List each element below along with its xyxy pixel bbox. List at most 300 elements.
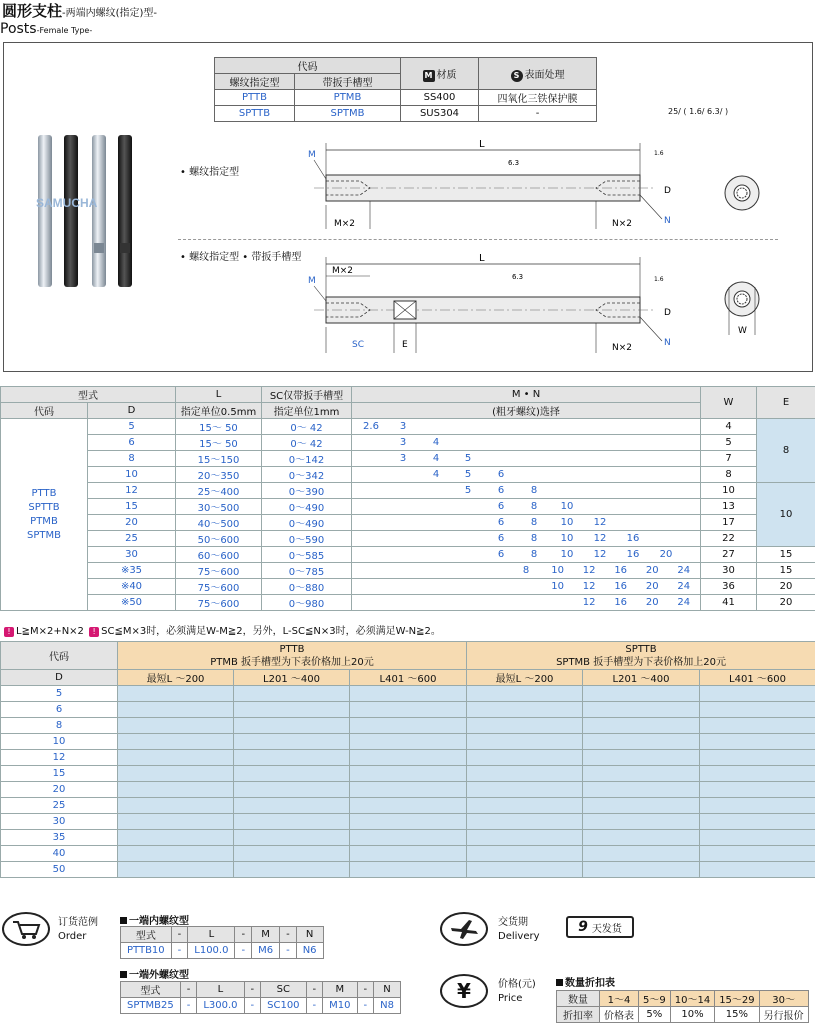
order-label: 订货范例 Order xyxy=(58,917,98,942)
price-D-cell: 30 xyxy=(1,814,118,830)
order-value-cell: - xyxy=(280,943,297,959)
order-header-cell: M xyxy=(252,927,280,943)
table-row xyxy=(1,451,815,467)
code-value: SPTMB xyxy=(27,529,61,541)
rate-cell: 价格表 xyxy=(600,1007,639,1023)
L-cell: 40～500 xyxy=(176,515,262,531)
price-header-D: D xyxy=(1,670,118,686)
MN-cell xyxy=(352,435,701,451)
price-D-cell: 50 xyxy=(1,862,118,878)
order-value-cell: SC100 xyxy=(261,998,306,1014)
price-cell xyxy=(118,830,234,846)
SC-cell: 0～585 xyxy=(262,547,352,563)
order-header-cell: L xyxy=(188,927,235,943)
SC-cell: 0～390 xyxy=(262,483,352,499)
order-header-cell: 型式 xyxy=(121,927,172,943)
label-Mx2: M×2 xyxy=(334,219,356,229)
MN-cell xyxy=(352,451,701,467)
divider xyxy=(178,239,778,240)
price-cell xyxy=(234,862,350,878)
price-cell xyxy=(583,846,700,862)
surface-icon: S xyxy=(511,70,523,82)
price-cell xyxy=(700,830,815,846)
L-cell: 75～600 xyxy=(176,595,262,611)
price-cell xyxy=(234,814,350,830)
price-cell xyxy=(234,830,350,846)
code-cell xyxy=(1,419,88,611)
SC-cell: 0～ 42 xyxy=(262,419,352,435)
MN-value: 5 xyxy=(464,453,472,464)
order-header-cell: - xyxy=(235,927,252,943)
order-header-cell: SC xyxy=(261,982,306,998)
E-cell: 15 xyxy=(757,563,815,579)
label-N: N xyxy=(664,338,671,348)
MN-value: 2.6 xyxy=(363,421,379,432)
watermark: SAMUCHA xyxy=(36,196,98,210)
MN-value: 16 xyxy=(626,533,640,544)
price-D-cell: 15 xyxy=(1,766,118,782)
price-rows xyxy=(1,686,815,878)
price-cell xyxy=(350,734,467,750)
price-cell xyxy=(583,798,700,814)
label-M: M xyxy=(308,276,316,286)
price-cell xyxy=(583,814,700,830)
end-view-2 xyxy=(720,277,770,341)
end-bore xyxy=(734,185,750,201)
MN-value: 16 xyxy=(614,597,628,608)
price-cell xyxy=(234,846,350,862)
MN-cell xyxy=(352,499,701,515)
table-row xyxy=(1,750,815,766)
price-cell xyxy=(583,750,700,766)
SC-cell: 0～490 xyxy=(262,499,352,515)
label-SC: SC xyxy=(352,340,364,350)
note-mark-icon: ! xyxy=(4,627,14,637)
D-cell: 30 xyxy=(88,547,176,563)
price-cell xyxy=(583,830,700,846)
spec-table xyxy=(214,57,597,122)
price-cell xyxy=(700,750,815,766)
order-header-cell: M xyxy=(323,982,357,998)
order-value-cell: - xyxy=(235,943,252,959)
W-cell: 36 xyxy=(701,579,757,595)
L-cell: 50～600 xyxy=(176,531,262,547)
spec-wrench-header: 带扳手槽型 xyxy=(295,74,401,90)
qty-cell: 30～ xyxy=(759,991,808,1007)
price-cell xyxy=(350,798,467,814)
price-D-cell: 12 xyxy=(1,750,118,766)
order-header-cell: - xyxy=(180,982,197,998)
label-N: N xyxy=(664,216,671,226)
order-header-cell: N xyxy=(296,927,323,943)
spec-row: SPTTB SPTMB SUS304 - xyxy=(215,106,597,122)
price-cell xyxy=(350,846,467,862)
cart-icon xyxy=(2,912,50,946)
MN-value: 10 xyxy=(560,501,574,512)
header-L: L xyxy=(176,387,262,403)
W-cell: 8 xyxy=(701,467,757,483)
discount-title: 数量折扣表 xyxy=(556,974,615,989)
D-cell: 8 xyxy=(88,451,176,467)
MN-cell xyxy=(352,563,701,579)
order-value-cell: - xyxy=(171,943,188,959)
E-cell: 8 xyxy=(757,419,815,483)
price-cell xyxy=(350,782,467,798)
table-row xyxy=(1,862,815,878)
subtitle-text: Posts xyxy=(0,21,37,37)
order-header-cell: - xyxy=(244,982,261,998)
MN-value: 8 xyxy=(522,565,530,576)
price-cell xyxy=(583,782,700,798)
L-cell: 30～500 xyxy=(176,499,262,515)
table-row xyxy=(1,579,815,595)
note-text-1: L≧M×2+N×2 xyxy=(16,626,84,637)
title-suffix: -两端内螺纹(指定)型- xyxy=(62,8,158,19)
label-Nx2: N×2 xyxy=(612,219,632,229)
post-black-1 xyxy=(64,135,78,287)
MN-cell xyxy=(352,467,701,483)
qty-label: 数量 xyxy=(557,991,600,1007)
price-cell xyxy=(118,798,234,814)
MN-value: 10 xyxy=(560,533,574,544)
price-cell xyxy=(118,766,234,782)
table-row xyxy=(1,766,815,782)
table-row xyxy=(1,531,815,547)
MN-cell xyxy=(352,483,701,499)
price-cell xyxy=(467,734,583,750)
table-row xyxy=(1,686,815,702)
price-table: 代码 PTTB PTMB 扳手槽型为下表价格加上20元 SPTTB SPTMB 扳手槽型为下表价格加上20元 D 最短L ～200 L201 ～400 L401 ～600 最短L ～200 L201 ～400 L401 ～600 5 6 8 10 12 15 20 25 30 35 40 50 xyxy=(0,641,815,878)
price-cell xyxy=(583,718,700,734)
order-header-cell: L xyxy=(197,982,244,998)
price-cell xyxy=(350,830,467,846)
price-cell xyxy=(118,702,234,718)
rate-cell: 另行报价 xyxy=(759,1007,808,1023)
table-row xyxy=(1,515,815,531)
note-text-2: SC≦M×3时，必须满足W-M≧2，另外，L-SC≦N×3时，必须满足W-N≧2。 xyxy=(101,626,441,637)
price-cell xyxy=(467,846,583,862)
wrench-flat xyxy=(94,243,104,253)
price-cell xyxy=(234,702,350,718)
qty-cell: 1～4 xyxy=(600,991,639,1007)
D-cell: ※35 xyxy=(88,563,176,579)
page-subtitle xyxy=(0,21,92,37)
spec-row: PTTB PTMB SS400 四氧化三铁保护膜 xyxy=(215,90,597,106)
order-header-cell: N xyxy=(374,982,401,998)
order-value-cell: M6 xyxy=(252,943,280,959)
MN-value: 12 xyxy=(582,597,596,608)
MN-value: 8 xyxy=(530,533,538,544)
price-D-cell: 8 xyxy=(1,718,118,734)
price-cell xyxy=(350,766,467,782)
order-ex1-title: 一端内螺纹型 xyxy=(120,912,189,927)
MN-value: 10 xyxy=(551,565,564,576)
price-D-cell: 5 xyxy=(1,686,118,702)
post-silver-2 xyxy=(92,135,106,287)
order-header-cell: - xyxy=(280,927,297,943)
label-D: D xyxy=(664,186,671,196)
note-mark-icon: ! xyxy=(89,627,99,637)
header-L-unit: 指定单位0.5mm xyxy=(176,403,262,419)
MN-value: 24 xyxy=(677,565,691,576)
table-row xyxy=(1,718,815,734)
label-Mx2: M×2 xyxy=(332,266,354,276)
MN-value: 24 xyxy=(677,581,691,592)
MN-value: 4 xyxy=(432,437,440,448)
MN-value: 6 xyxy=(497,501,505,512)
price-cell xyxy=(700,702,815,718)
code-value: SPTTB xyxy=(28,501,60,513)
header-E: E xyxy=(757,387,815,419)
rate-label: 折扣率 xyxy=(557,1007,600,1023)
MN-value: 8 xyxy=(530,485,538,496)
MN-value: 20 xyxy=(645,597,659,608)
MN-value: 3 xyxy=(399,421,407,432)
price-cell xyxy=(234,734,350,750)
roughness-63: 6.3 xyxy=(508,159,520,167)
roughness-63: 6.3 xyxy=(512,273,524,281)
D-cell: ※50 xyxy=(88,595,176,611)
MN-value: 5 xyxy=(464,469,472,480)
price-cell xyxy=(118,862,234,878)
order-example-2 xyxy=(120,981,401,1014)
W-cell: 27 xyxy=(701,547,757,563)
MN-value: 10 xyxy=(551,581,564,592)
price-cell xyxy=(583,734,700,750)
header-code: 代码 xyxy=(1,403,88,419)
MN-value: 12 xyxy=(593,517,607,528)
MN-value: 4 xyxy=(432,453,440,464)
order-header-cell: - xyxy=(357,982,374,998)
page-title xyxy=(2,0,157,21)
subtitle-suffix: -Female Type- xyxy=(36,26,93,35)
price-cell xyxy=(118,734,234,750)
discount-table xyxy=(556,990,809,1023)
drawing-type1 xyxy=(294,135,684,235)
MN-value: 3 xyxy=(399,453,407,464)
table-row xyxy=(1,419,815,435)
dimension-table xyxy=(0,386,815,611)
MN-value: 16 xyxy=(614,581,628,592)
rate-cell: 15% xyxy=(715,1007,759,1023)
order-header-cell: - xyxy=(171,927,188,943)
table-row xyxy=(1,547,815,563)
price-cell xyxy=(467,718,583,734)
table-row xyxy=(1,499,815,515)
price-D-cell: 6 xyxy=(1,702,118,718)
price-group-1: PTTB PTMB 扳手槽型为下表价格加上20元 xyxy=(118,642,467,670)
table-row xyxy=(1,467,815,483)
technical-drawing-panel xyxy=(3,42,813,372)
yen-icon: ¥ xyxy=(440,974,488,1008)
MN-value: 6 xyxy=(497,549,505,560)
W-cell: 13 xyxy=(701,499,757,515)
SC-cell: 0～342 xyxy=(262,467,352,483)
W-cell: 30 xyxy=(701,563,757,579)
label-E: E xyxy=(402,340,408,350)
header-SC-unit: 指定单位1mm xyxy=(262,403,352,419)
order-value-cell: N8 xyxy=(374,998,401,1014)
leader xyxy=(314,160,326,179)
SC-cell: 0～490 xyxy=(262,515,352,531)
order-value-cell: L300.0 xyxy=(197,998,244,1014)
table-row xyxy=(1,814,815,830)
price-group-2: SPTTB SPTMB 扳手槽型为下表价格加上20元 xyxy=(467,642,815,670)
qty-cell: 15～29 xyxy=(715,991,759,1007)
header-W: W xyxy=(701,387,757,419)
price-cell xyxy=(467,782,583,798)
D-cell: ※40 xyxy=(88,579,176,595)
L-cell: 20～350 xyxy=(176,467,262,483)
MN-value: 12 xyxy=(593,533,607,544)
header-D: D xyxy=(88,403,176,419)
price-cell xyxy=(700,782,815,798)
MN-value: 12 xyxy=(582,581,596,592)
order-value-cell: - xyxy=(180,998,197,1014)
table-row xyxy=(1,563,815,579)
price-cell xyxy=(467,766,583,782)
price-cell xyxy=(700,862,815,878)
L-cell: 15～ 50 xyxy=(176,419,262,435)
post-silver-1 xyxy=(38,135,52,287)
dim-L: L xyxy=(479,253,485,264)
price-cell xyxy=(118,750,234,766)
MN-value: 16 xyxy=(626,549,640,560)
label-W: W xyxy=(738,326,747,336)
price-cell xyxy=(234,750,350,766)
MN-value: 10 xyxy=(560,517,574,528)
MN-value: 6 xyxy=(497,469,505,480)
price-cell xyxy=(118,782,234,798)
dimension-rows xyxy=(1,419,815,611)
price-cell xyxy=(583,862,700,878)
D-cell: 15 xyxy=(88,499,176,515)
delivery-label: 交货期 Delivery xyxy=(498,917,540,942)
leader xyxy=(314,286,326,301)
SC-cell: 0～ 42 xyxy=(262,435,352,451)
qty-cell: 5～9 xyxy=(639,991,671,1007)
W-cell: 17 xyxy=(701,515,757,531)
table-row xyxy=(1,435,815,451)
W-cell: 4 xyxy=(701,419,757,435)
D-cell: 10 xyxy=(88,467,176,483)
price-cell xyxy=(583,686,700,702)
airplane-icon-svg xyxy=(449,918,479,940)
D-cell: 5 xyxy=(88,419,176,435)
order-example-1 xyxy=(120,926,324,959)
E-cell: 10 xyxy=(757,483,815,547)
MN-value: 12 xyxy=(582,565,596,576)
product-photo xyxy=(32,131,144,291)
price-cell xyxy=(350,750,467,766)
MN-cell xyxy=(352,595,701,611)
E-cell: 20 xyxy=(757,595,815,611)
SC-cell: 0～880 xyxy=(262,579,352,595)
L-cell: 25～400 xyxy=(176,483,262,499)
order-value-cell: - xyxy=(357,998,374,1014)
leader xyxy=(640,195,662,219)
table-row xyxy=(1,595,815,611)
W-cell: 10 xyxy=(701,483,757,499)
code-value: PTTB xyxy=(31,487,57,499)
rate-cell: 10% xyxy=(670,1007,714,1023)
spec-thread-header: 螺纹指定型 xyxy=(215,74,295,90)
L-cell: 60～600 xyxy=(176,547,262,563)
MN-value: 8 xyxy=(530,501,538,512)
surface-roughness-symbol: 25/ ( 1.6/ 6.3/ ) xyxy=(668,107,729,116)
MN-value: 16 xyxy=(614,565,628,576)
MN-cell xyxy=(352,515,701,531)
price-cell xyxy=(467,814,583,830)
wrench-flat xyxy=(120,243,130,253)
price-cell xyxy=(234,686,350,702)
price-cell xyxy=(700,846,815,862)
rate-cell: 5% xyxy=(639,1007,671,1023)
MN-value: 20 xyxy=(645,581,659,592)
table-row xyxy=(1,798,815,814)
price-D-cell: 35 xyxy=(1,830,118,846)
price-cell xyxy=(467,702,583,718)
spec-material-header: M 材质 xyxy=(401,58,479,90)
W-cell: 7 xyxy=(701,451,757,467)
L-cell: 15～150 xyxy=(176,451,262,467)
MN-value: 5 xyxy=(464,485,472,496)
table-row xyxy=(1,702,815,718)
price-cell xyxy=(350,718,467,734)
SC-cell: 0～980 xyxy=(262,595,352,611)
price-cell xyxy=(583,766,700,782)
header-type: 型式 xyxy=(1,387,176,403)
post-black-2 xyxy=(118,135,132,287)
order-value-cell: - xyxy=(306,998,323,1014)
W-cell: 5 xyxy=(701,435,757,451)
MN-value: 10 xyxy=(560,549,574,560)
W-cell: 41 xyxy=(701,595,757,611)
price-cell xyxy=(700,686,815,702)
table-row xyxy=(1,483,815,499)
D-cell: 20 xyxy=(88,515,176,531)
header-MN: M • N xyxy=(352,387,701,403)
table-row xyxy=(1,782,815,798)
price-cell xyxy=(467,798,583,814)
cart-icon-svg xyxy=(11,918,41,940)
label-M: M xyxy=(308,150,316,160)
label-Nx2: N×2 xyxy=(612,343,632,353)
D-cell: 6 xyxy=(88,435,176,451)
price-cell xyxy=(467,750,583,766)
roughness-16: 1.6 xyxy=(654,276,664,283)
price-label: 价格(元) Price xyxy=(498,979,536,1004)
type2-label: • 螺纹指定型 • 带扳手槽型 xyxy=(180,252,302,263)
W-cell: 22 xyxy=(701,531,757,547)
D-cell: 12 xyxy=(88,483,176,499)
label-D: D xyxy=(664,308,671,318)
price-cell xyxy=(234,798,350,814)
note-line xyxy=(2,622,441,637)
MN-value: 20 xyxy=(659,549,673,560)
price-cell xyxy=(234,782,350,798)
order-header-cell: 型式 xyxy=(121,982,181,998)
table-row xyxy=(1,846,815,862)
table-row xyxy=(1,830,815,846)
price-cell xyxy=(118,846,234,862)
price-cell xyxy=(118,686,234,702)
spec-surface-header: S 表面处理 xyxy=(479,58,597,90)
header-SC: SC仅带扳手槽型 xyxy=(262,387,352,403)
price-cell xyxy=(118,814,234,830)
MN-cell xyxy=(352,531,701,547)
order-value-cell: PTTB10 xyxy=(121,943,172,959)
